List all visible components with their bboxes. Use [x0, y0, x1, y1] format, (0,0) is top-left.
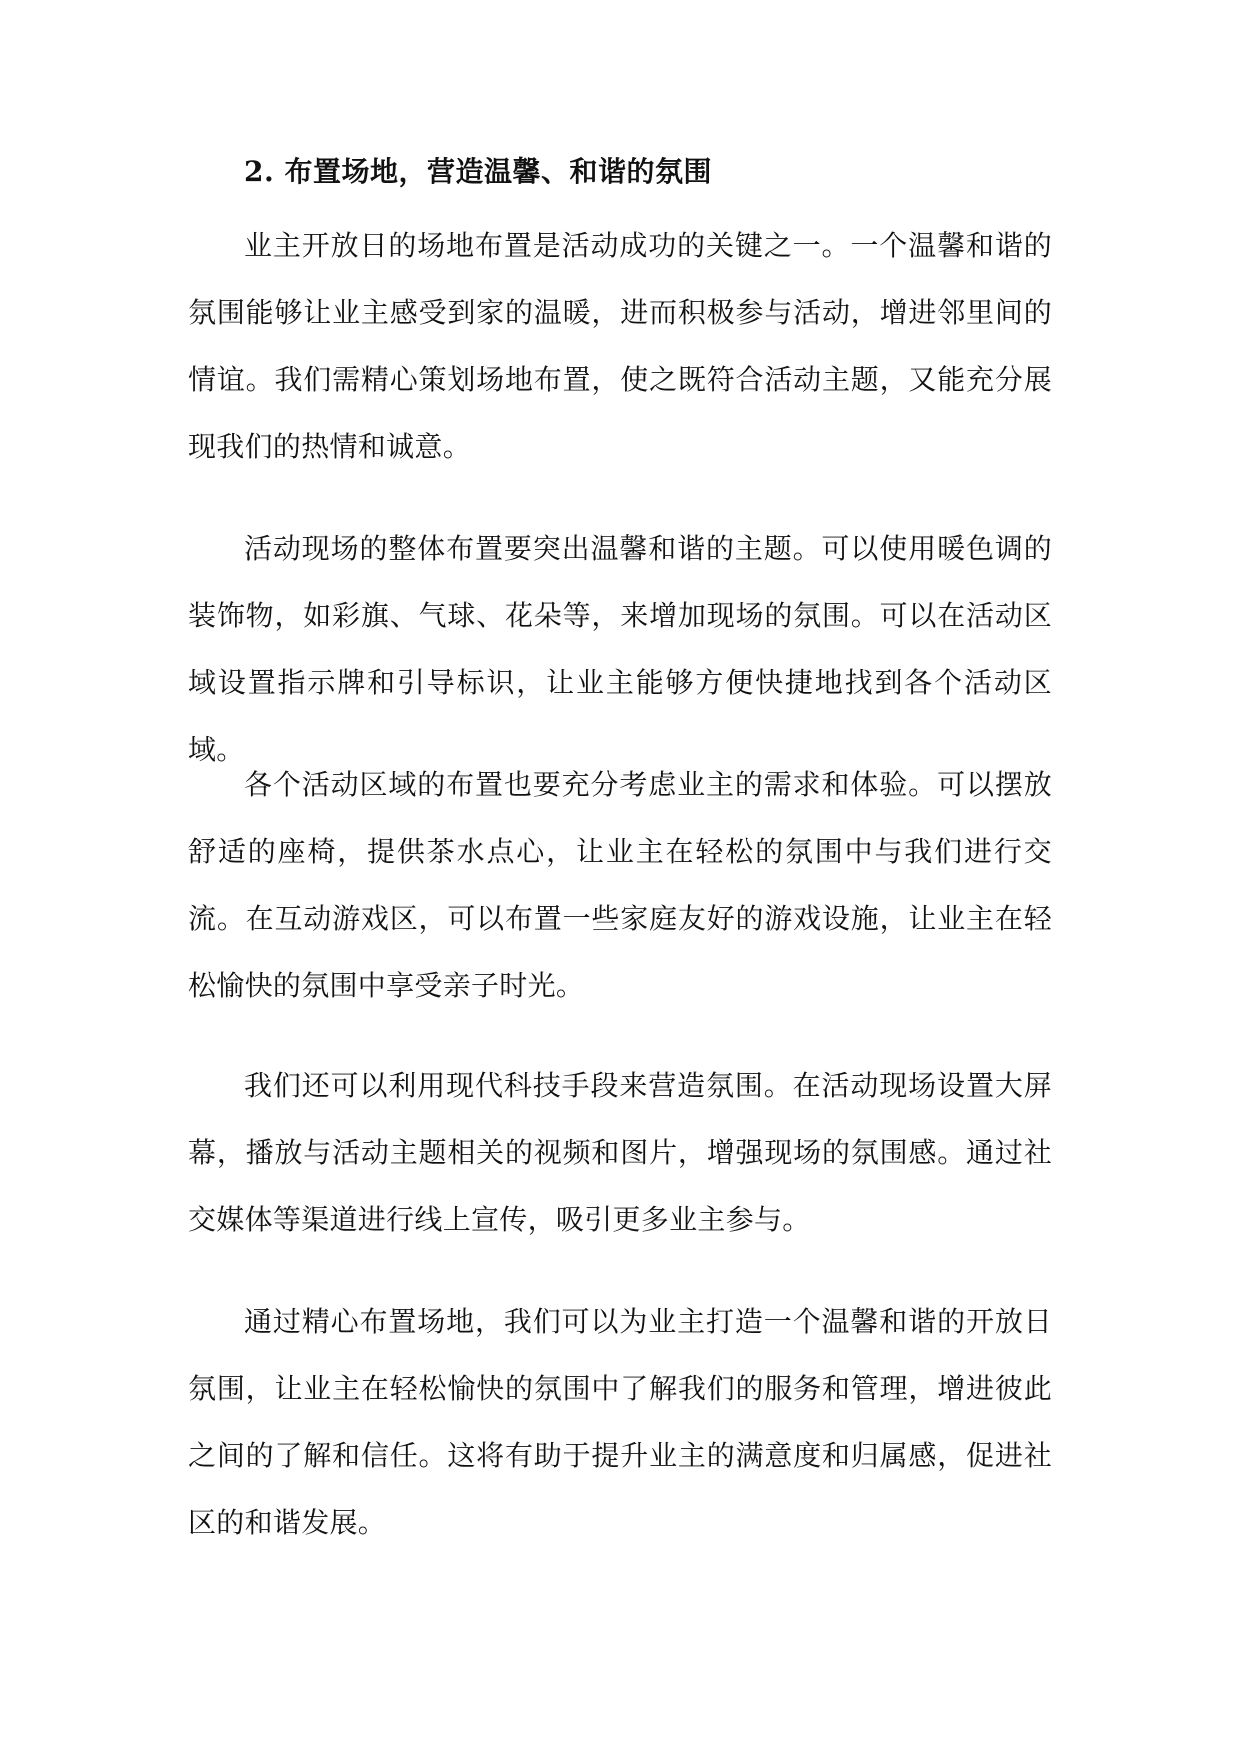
- section-heading: 2. 布置场地，营造温馨、和谐的氛围: [244, 155, 712, 188]
- paragraph-5: 通过精心布置场地，我们可以为业主打造一个温馨和谐的开放日氛围，让业主在轻松愉快的氛围中了解我们的服务和管理，增进彼此之间的了解和信任。这将有助于提升业主的满意度和归属感，促进社区的和谐发展。: [188, 1305, 1052, 1539]
- paragraph-3: 各个活动区域的布置也要充分考虑业主的需求和体验。可以摆放舒适的座椅，提供茶水点心，让业主在轻松的氛围中与我们进行交流。在互动游戏区，可以布置一些家庭友好的游戏设施，让业主在轻松愉快的氛围中享受亲子时光。: [188, 768, 1052, 1002]
- paragraph-1: 业主开放日的场地布置是活动成功的关键之一。一个温馨和谐的氛围能够让业主感受到家的温暖，进而积极参与活动，增进邻里间的情谊。我们需精心策划场地布置，使之既符合活动主题，又能充分展现我们的热情和诚意。: [188, 229, 1052, 463]
- paragraph-4: 我们还可以利用现代科技手段来营造氛围。在活动现场设置大屏幕，播放与活动主题相关的视频和图片，增强现场的氛围感。通过社交媒体等渠道进行线上宣传，吸引更多业主参与。: [188, 1069, 1052, 1236]
- paragraph-2: 活动现场的整体布置要突出温馨和谐的主题。可以使用暖色调的装饰物，如彩旗、气球、花朵等，来增加现场的氛围。可以在活动区域设置指示牌和引导标识，让业主能够方便快捷地找到各个活动区域。: [188, 532, 1052, 766]
